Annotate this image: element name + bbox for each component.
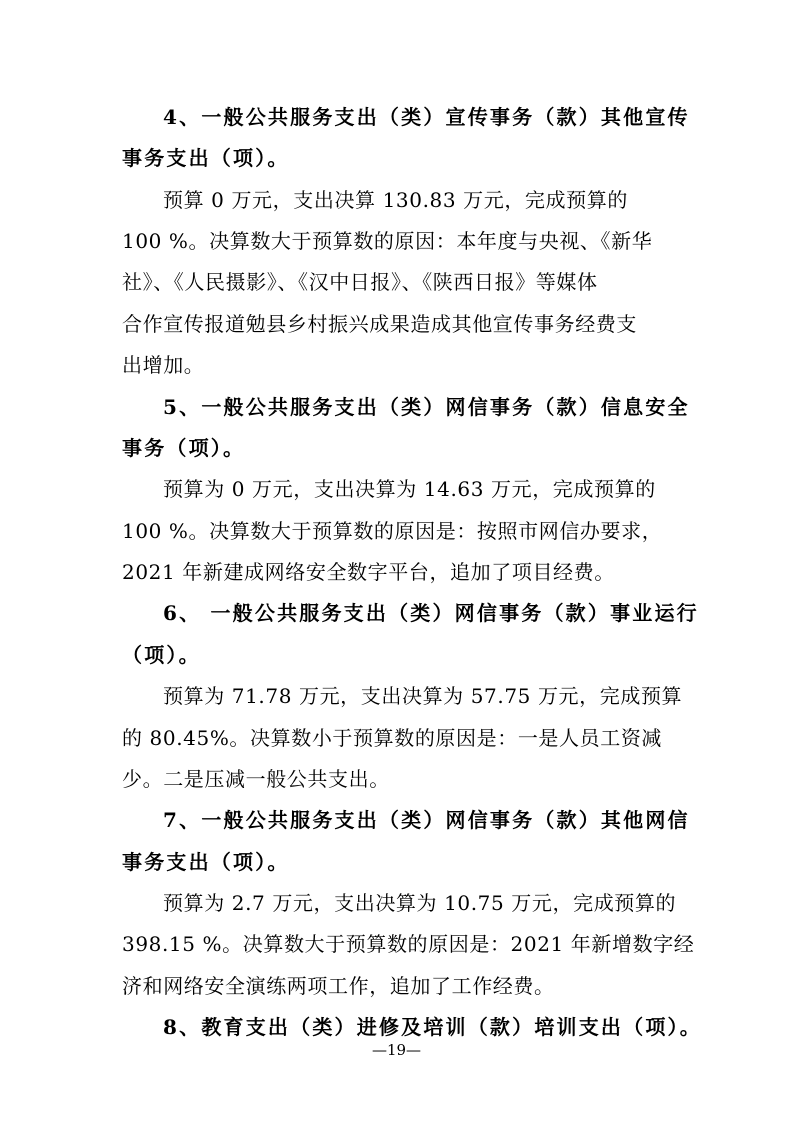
page-number: —19— <box>371 1041 422 1059</box>
section-7-heading-line-1: 7、一般公共服务支出（类）网信事务（款）其他网信 <box>163 808 690 833</box>
section-6-body-line-1: 预算为 71.78 万元，支出决算为 57.75 万元，完成预算 <box>163 684 683 709</box>
section-7-body-line-3: 济和网络安全演练两项工作，追加了工作经费。 <box>122 973 555 998</box>
section-7-body-line-1: 预算为 2.7 万元，支出决算为 10.75 万元，完成预算的 <box>163 891 677 916</box>
section-5-body-line-1: 预算为 0 万元，支出决算为 14.63 万元，完成预算的 <box>163 477 656 502</box>
section-6-body-line-3: 少。二是压减一般公共支出。 <box>122 766 390 791</box>
section-4-heading-line-1: 4、一般公共服务支出（类）宣传事务（款）其他宣传 <box>163 105 690 129</box>
section-4-body-line-5: 出增加。 <box>122 353 205 378</box>
section-7-heading-line-2: 事务支出（项）。 <box>122 849 290 874</box>
section-4-body-line-1: 预算 0 万元，支出决算 130.83 万元，完成预算的 <box>163 187 628 212</box>
section-4-heading-line-2: 事务支出（项）。 <box>122 146 290 171</box>
section-5-heading-line-2: 事务（项）。 <box>122 435 246 460</box>
section-4-body-line-3: 社》、《人民摄影》、《汉中日报》、《陕西日报》等媒体 <box>122 270 598 295</box>
section-5-body-line-2: 100 %。决算数大于预算数的原因是：按照市网信办要求， <box>122 518 663 543</box>
section-5-body-line-3: 2021 年新建成网络安全数字平台，追加了项目经费。 <box>122 560 615 585</box>
section-4-body-line-4: 合作宣传报道勉县乡村振兴成果造成其他宣传事务经费支 <box>122 311 637 336</box>
section-6-heading-line-1: 6、 一般公共服务支出（类）网信事务（款）事业运行 <box>163 601 699 626</box>
section-6-body-line-2: 的 80.45%。决算数小于预算数的原因是：一是人员工资减 <box>122 725 663 750</box>
section-5-heading-line-1: 5、一般公共服务支出（类）网信事务（款）信息安全 <box>163 394 690 419</box>
section-7-body-line-2: 398.15 %。决算数大于预算数的原因是：2021 年新增数字经 <box>122 932 695 957</box>
section-6-heading-line-2: （项）。 <box>122 642 201 667</box>
section-8-heading-line-1: 8、教育支出（类）进修及培训（款）培训支出（项）。 <box>163 1015 702 1040</box>
section-4-body-line-2: 100 %。决算数大于预算数的原因：本年度与央视、《新华 <box>122 229 653 254</box>
